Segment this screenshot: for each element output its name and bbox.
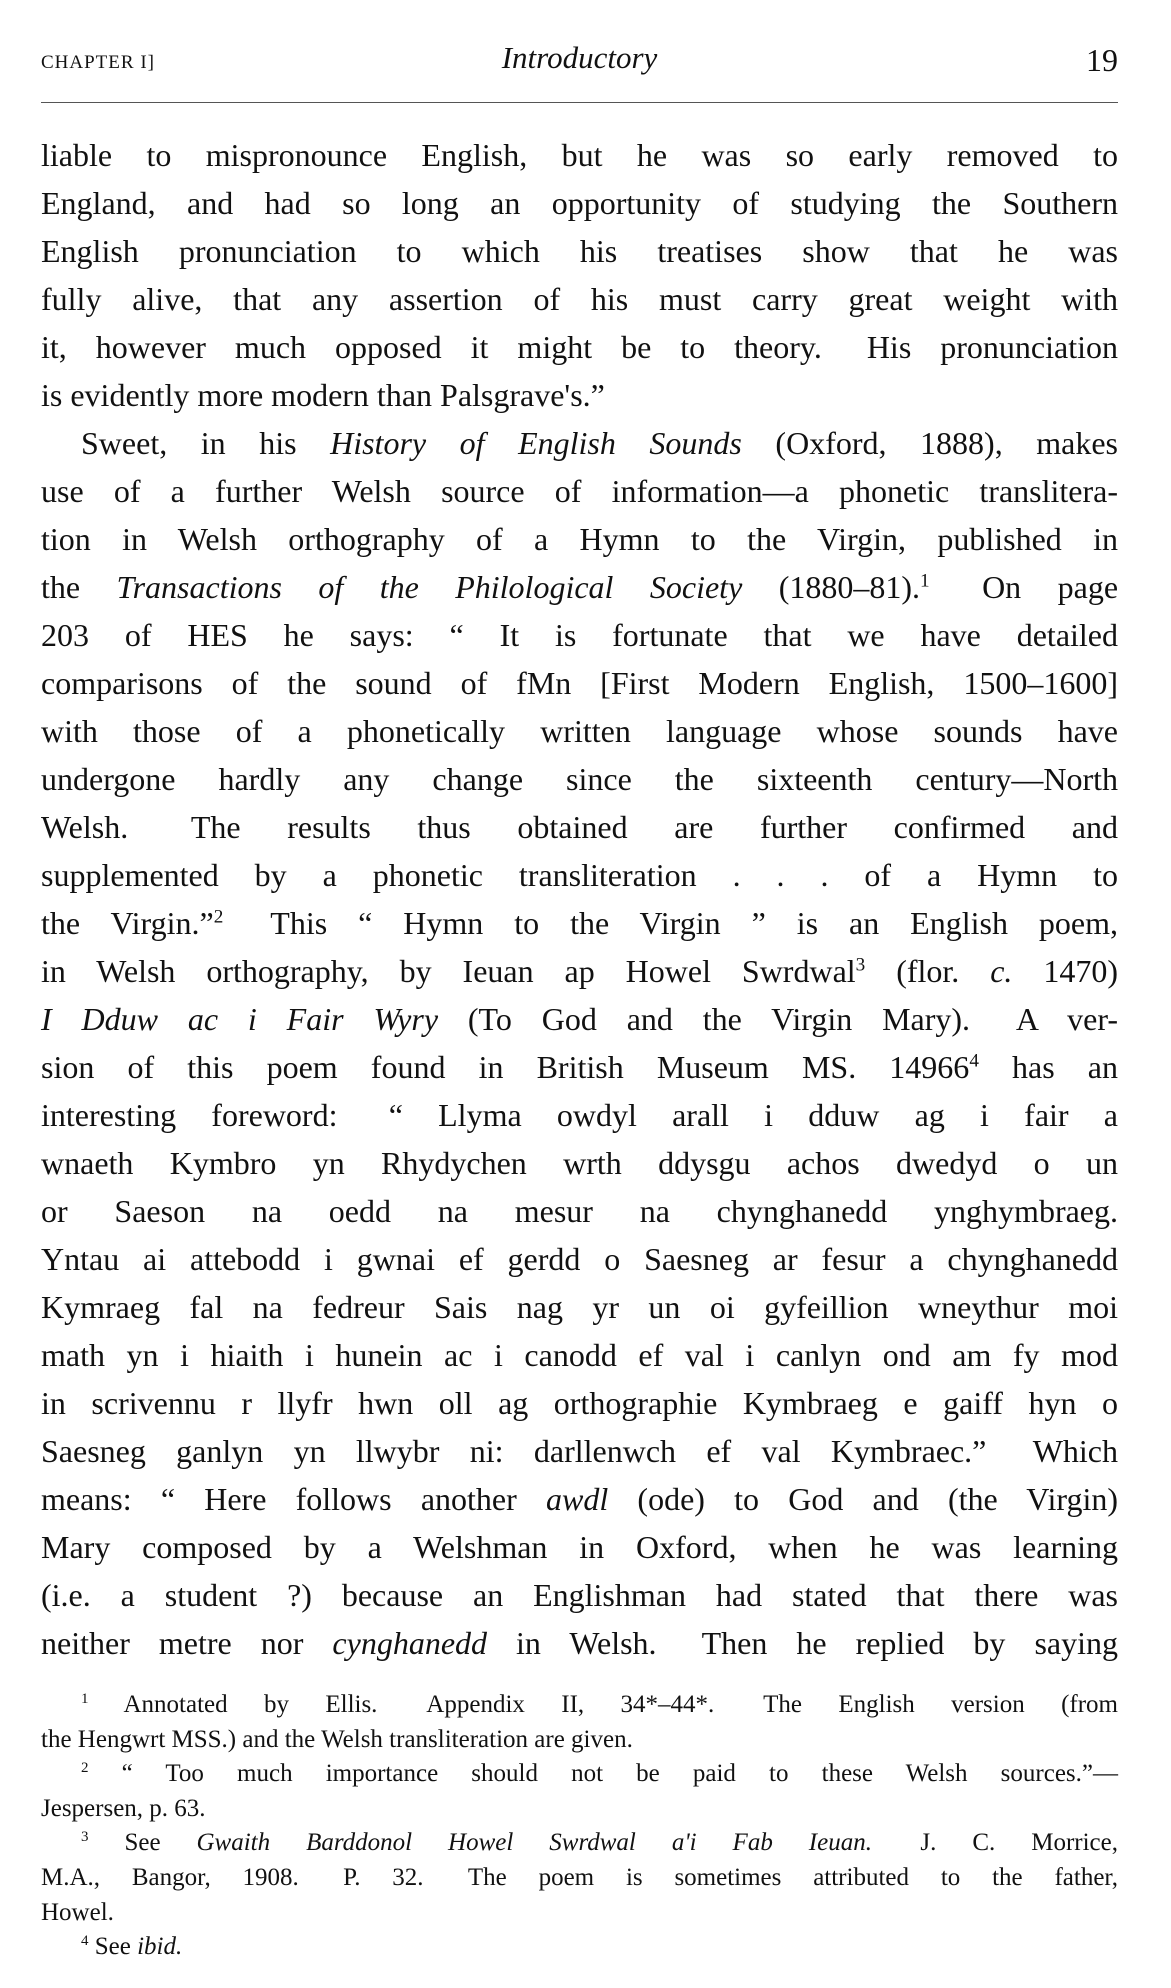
body-line [41,803,1118,851]
body-line [41,131,1118,179]
body-line [41,1139,1118,1187]
body-line [41,1331,1118,1379]
text-run: (i.e. a student ?) because an Englishman had stated that there was [41,1577,1118,1613]
body-line [41,899,1118,947]
text-run: This “ Hymn to the Virgin ” is an English poem, [223,905,1119,941]
footnote-marker: 2 [81,1760,89,1777]
text-run: (Oxford, 1888), makes [741,425,1119,461]
running-title: Introductory [501,40,658,75]
footnotes [41,1688,1118,1965]
text-run: the Virgin.” [41,905,214,941]
text-run: means: “ Here follows another [41,1481,546,1517]
body-line [41,371,1118,419]
italic-text: Transactions of the Philological Society [116,569,743,605]
text-run: in scrivennu r llyfr hwn oll ag orthographie Kymbraeg e gaiff hyn o [41,1385,1118,1421]
text-run: Howel. [41,1898,114,1926]
text-run: use of a further Welsh source of information—a phonetic translitera- [41,473,1118,509]
body-line [41,275,1118,323]
body-line [41,611,1118,659]
italic-text: c. [990,953,1013,989]
text-run: England, and had so long an opportunity of studying the Southern [41,185,1118,221]
body-line [41,851,1118,899]
text-run: 203 of HES he says: “ It is fortunate that we have detailed [41,617,1118,653]
text-run: Saesneg ganlyn yn llwybr ni: darllenwch ef val Kymbraec.” Which [41,1433,1118,1469]
text-run: liable to mispronounce English, but he was so early removed to [41,137,1118,173]
body-line [41,1619,1118,1667]
text-run: Mary composed by a Welshman in Oxford, when he was learning [41,1529,1118,1565]
text-run: (flor. [865,953,991,989]
footnote-marker: 3 [855,954,866,976]
body-line [41,1571,1118,1619]
text-run: Jespersen, p. 63. [41,1794,206,1822]
footnote-marker: 1 [81,1691,89,1707]
body-line [41,1379,1118,1427]
body-line [41,1187,1118,1235]
footnote-line [41,1861,1118,1896]
footnote-marker: 2 [213,906,224,928]
body-line [41,1427,1118,1475]
italic-text: cynghanedd [332,1625,488,1661]
body-line [41,563,1118,611]
body-line [41,1043,1118,1091]
text-run: it, however much opposed it might be to theory. His pronunciation [41,329,1118,365]
text-run: with those of a phonetically written language whose sounds have [41,713,1118,749]
body-line [41,1283,1118,1331]
footnote-marker: 3 [81,1829,89,1846]
text-run: J. C. Morrice, [871,1829,1118,1857]
page-number: 19 [1086,42,1118,78]
body-line [41,659,1118,707]
footnote-line [41,1792,1118,1827]
body-line [41,179,1118,227]
body-line [41,1523,1118,1571]
text-run: or Saeson na oedd na mesur na chynghanedd ynghymbraeg. [41,1193,1118,1229]
text-run: math yn i hiaith i hunein ac i canodd ef val i canlyn ond am fy mod [41,1337,1118,1373]
body-line [41,1475,1118,1523]
italic-text: History of English Sounds [330,425,742,461]
italic-text: I Dduw ac i Fair Wyry [41,1001,439,1037]
italic-text: ibid. [137,1933,183,1961]
body-line [41,419,1118,467]
italic-text: awdl [545,1481,609,1517]
body-line [41,755,1118,803]
chapter-label: CHAPTER I] [41,52,155,73]
footnote-marker: 4 [969,1050,979,1072]
text-run: Annotated by Ellis. Appendix II, 34*–44*. The English version (from [88,1691,1118,1718]
text-run: undergone hardly any change since the sixteenth century—North [41,761,1118,797]
text-run: See [88,1933,138,1961]
body-line [41,1091,1118,1139]
text-run: is evidently more modern than Palsgrave's.” [41,377,605,413]
text-run: M.A., Bangor, 1908. P. 32. The poem is sometimes attributed to the father, [41,1863,1118,1891]
text-run: Sweet, in his [81,425,331,461]
footnote-line [41,1896,1118,1931]
body-line [41,515,1118,563]
body-line [41,947,1118,995]
text-run: Yntau ai attebodd i gwnai ef gerdd o Saesneg ar fesur a chynghanedd [41,1241,1118,1277]
text-run: the Hengwrt MSS.) and the Welsh transliteration are given. [41,1725,633,1753]
text-run: See [88,1829,197,1857]
text-run: wnaeth Kymbro yn Rhydychen wrth ddysgu achos dwedyd o un [41,1145,1118,1181]
footnote-marker: 1 [920,570,930,592]
text-run: English pronunciation to which his treatises show that he was [41,233,1118,269]
footnote-line [41,1688,1118,1723]
text-run: comparisons of the sound of fMn [First Modern English, 1500–1600] [41,665,1118,701]
text-run: sion of this poem found in British Museum MS. 14966 [41,1049,970,1085]
text-run: fully alive, that any assertion of his must carry great weight with [41,281,1118,317]
text-run: has an [978,1049,1119,1085]
header-rule [41,102,1118,103]
body-line [41,1235,1118,1283]
footnote-line [41,1930,1118,1965]
footnote-line [41,1757,1118,1792]
italic-text: Gwaith Barddonol Howel Swrdwal a'i Fab Ieuan. [196,1829,872,1857]
text-run: interesting foreword: “ Llyma owdyl arall i dduw ag i fair a [41,1097,1118,1133]
text-run: (ode) to God and (the Virgin) [608,1481,1119,1517]
body-line [41,467,1118,515]
footnote-line [41,1723,1118,1758]
body-text [41,131,1118,1667]
text-run: 1470) [1012,953,1119,989]
body-line [41,707,1118,755]
running-header [41,40,1118,86]
body-line [41,323,1118,371]
text-run: in Welsh. Then he replied by saying [487,1625,1119,1661]
text-run: neither metre nor [41,1625,333,1661]
footnote-line [41,1826,1118,1861]
text-run: (To God and the Virgin Mary). A ver- [438,1001,1119,1037]
body-line [41,227,1118,275]
text-run: tion in Welsh orthography of a Hymn to the Virgin, published in [41,521,1118,557]
footnote-marker: 4 [81,1933,89,1950]
text-run: “ Too much importance should not be paid to these Welsh sources.”— [88,1760,1118,1788]
text-run: Welsh. The results thus obtained are further confirmed and [41,809,1118,845]
text-run: On page [929,569,1119,605]
text-run: (1880–81). [742,569,921,605]
body-line [41,995,1118,1043]
text-run: supplemented by a phonetic transliteration . . . of a Hymn to [41,857,1118,893]
text-run: Kymraeg fal na fedreur Sais nag yr un oi gyfeillion wneythur moi [41,1289,1118,1325]
text-run: the [41,569,117,605]
text-run: in Welsh orthography, by Ieuan ap Howel Swrdwal [41,953,856,989]
